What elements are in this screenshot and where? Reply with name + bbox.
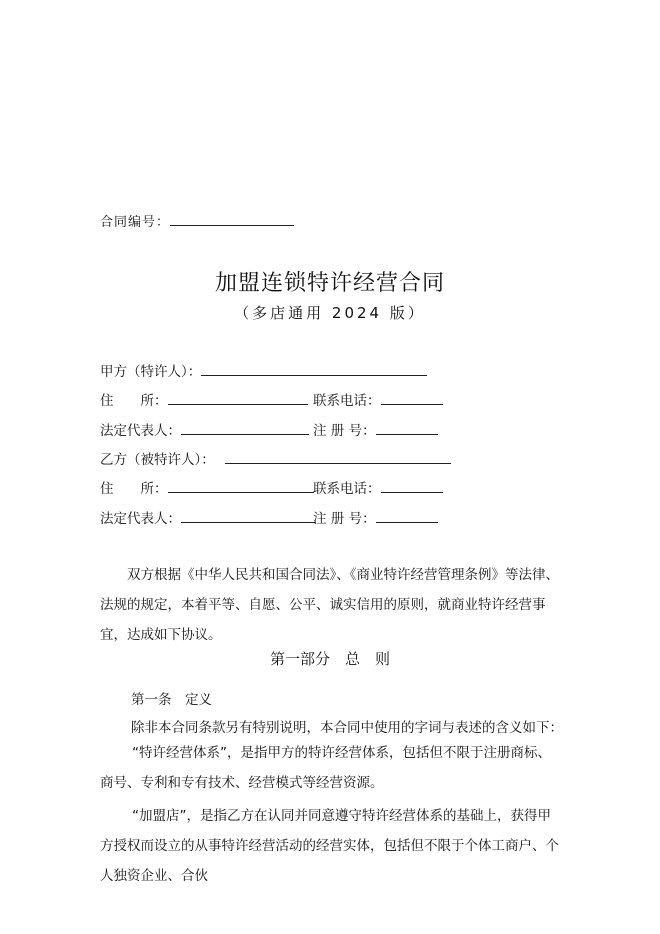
party-b-reg-blank — [376, 508, 438, 523]
party-a-reg-row — [313, 419, 438, 439]
party-a-reg-label: 注 册 号： — [313, 423, 376, 439]
contract-number-blank — [170, 211, 294, 226]
party-a-label: 甲方（特许人）： — [100, 364, 202, 380]
party-b-address-blank — [168, 478, 314, 493]
party-b-row — [100, 448, 451, 468]
party-b-phone-label: 联系电话： — [313, 481, 381, 497]
party-b-blank — [225, 449, 451, 464]
party-b-rep-blank — [181, 508, 315, 523]
party-b-label: 乙方（被特许人）： — [100, 452, 215, 468]
party-a-phone-blank — [381, 390, 443, 405]
article-one-intro: 除非本合同条款另有特别说明，本合同中使用的字词与表述的含义如下： — [131, 720, 563, 736]
party-a-phone-label: 联系电话： — [313, 393, 381, 409]
definition-franchise-system: “特许经营体系”，是指甲方的特许经营体系，包括但不限于注册商标、商号、专利和专有技术、经营模式等经营资源。 — [100, 745, 551, 791]
party-a-reg-blank — [376, 420, 438, 435]
party-a-blank — [201, 361, 427, 376]
party-a-rep-label: 法定代表人： — [100, 423, 181, 439]
party-a-rep-blank — [181, 420, 309, 435]
party-b-reg-label: 注 册 号： — [313, 511, 376, 527]
party-b-reg-row — [313, 507, 438, 527]
party-a-rep-row — [100, 419, 309, 439]
party-a-address-label: 住 所： — [100, 393, 168, 409]
preamble-paragraph: 双方根据《中华人民共和国合同法》、《商业特许经营管理条例》等法律、法规的规定，本着平等、自愿、公平、诚实信用的原则，就商业特许经营事宜，达成如下协议。 — [100, 567, 559, 643]
party-b-address-row — [100, 477, 314, 497]
party-b-rep-label: 法定代表人： — [100, 511, 181, 527]
definition-franchise-store: “加盟店”，是指乙方在认同并同意遵守特许经营体系的基础上，获得甲方授权而设立的从事特许经营活动的经营实体，包括但不限于个体工商户、个人独资企业、合伙 — [100, 808, 559, 884]
document-title: 加盟连锁特许经营合同 — [214, 271, 445, 296]
party-a-address-row — [100, 389, 308, 409]
party-b-phone-row — [313, 477, 443, 497]
part-one-heading: 第一部分 总 则 — [269, 650, 390, 668]
party-b-address-label: 住 所： — [100, 481, 168, 497]
party-a-address-blank — [168, 390, 308, 405]
party-b-rep-row — [100, 507, 315, 527]
contract-number-row — [100, 211, 294, 230]
party-a-phone-row — [313, 389, 443, 409]
article-one-heading: 第一条 定义 — [131, 692, 212, 708]
document-subtitle: （多店通用 2024 版） — [234, 304, 426, 322]
party-a-row — [100, 360, 427, 380]
contract-number-label: 合同编号： — [100, 215, 171, 230]
party-b-phone-blank — [381, 478, 443, 493]
